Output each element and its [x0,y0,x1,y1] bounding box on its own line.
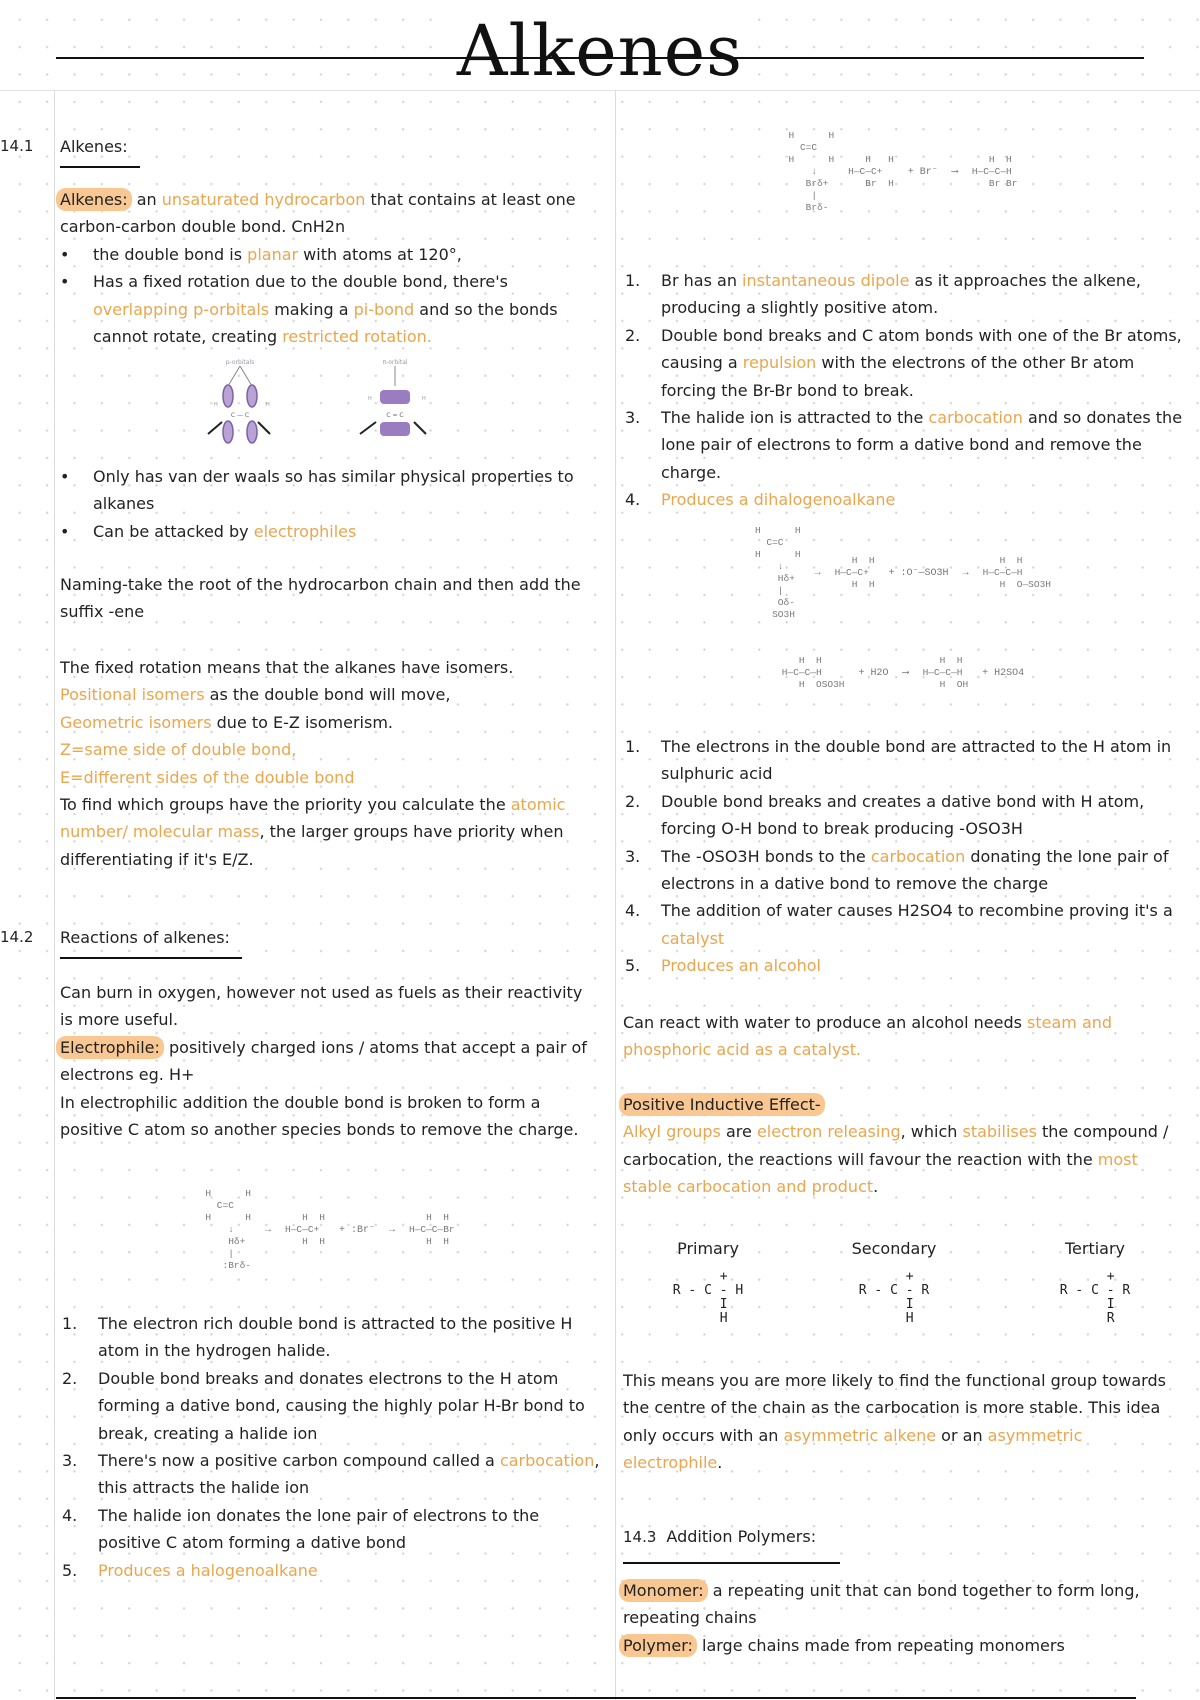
key-term: carbocation [870,846,966,866]
numbered-list [625,267,1185,514]
column-divider [615,90,616,1700]
paragraph [60,979,600,1143]
reaction-arrow: → [265,1224,272,1236]
structural-formula: H H H—C—C—H Br Br [971,154,1018,189]
list-item [625,486,1185,513]
text-segment: The fixed rotation means that the alkanes have isomers. [60,658,514,677]
reaction-mechanism-diagram [60,1188,600,1272]
paragraph [623,1577,1183,1659]
highlighted-term: Alkenes: [56,188,132,211]
key-term: restricted rotation. [282,327,432,347]
structural-formula: H H C=C H H ↓ Brδ+ | Brδ- [788,130,835,213]
section-heading [0,924,242,959]
key-term: Produces a halogenoalkane [98,1560,318,1580]
bullet-icon: • [60,245,70,264]
list-item [62,1447,602,1502]
key-term: Produces a dihalogenoalkane [661,490,896,510]
key-term: carbocation [928,408,1023,428]
section-heading [0,133,140,168]
list-item [60,241,600,268]
text-segment: and so the bonds cannot rotate, creating [93,299,558,347]
structural-formula: H H C=C H H ↓ Hδ+ | Oδ- SO3H [754,525,801,620]
section-number: 14.2 [0,928,34,946]
list-item [62,1310,602,1365]
text-segment: The electrons in the double bond are attracted to the H atom in sulphuric acid [661,737,1172,784]
title-underline [56,57,1144,59]
key-term: instantaneous dipole [742,271,910,290]
key-term: repulsion [742,353,817,373]
pi-orbital-label: π-orbital [382,359,408,366]
item-number: 1. [625,271,641,290]
list-item [625,404,1185,486]
text-segment: Only has van der waals so has similar physical properties to alkanes [93,467,574,514]
structural-formula: H H H—C—C+ Br H [848,154,894,189]
text-segment: large chains made from repeating monomers [696,1635,1065,1655]
text-segment: donating the lone pair of electrons in a dative bond to remove the charge [661,846,1169,894]
key-term: Produces an alcohol [661,956,821,976]
text-segment: Double bond breaks and creates a dative bond with H atom, forcing O-H bond to break producing -OSO3H [661,791,1145,839]
item-number: 2. [625,791,641,811]
text-segment: The halide ion is attracted to the [661,408,929,428]
p-orbitals-label: p-orbitals [225,359,255,366]
bottom-rule [56,1697,1136,1699]
key-term: Positional isomers [60,685,205,705]
reagent: + Br⁻ [907,167,938,178]
reaction-mechanism-diagram [623,655,1183,691]
text-segment: as it approaches the alkene, producing a slightly positive atom. [661,271,1141,318]
key-term: stabilises [962,1122,1037,1142]
list-item [625,322,1185,404]
reaction-mechanism-diagram [623,130,1183,214]
list-item [625,788,1185,843]
structural-formula: H H H—C—C—H H OH [922,655,969,690]
text-segment: as the double bond will move, [209,685,451,705]
pi-orbital-lower [380,422,410,436]
item-number: 5. [625,956,641,976]
structural-formula: H H H—C—C+ H H [834,555,875,590]
text-segment: the double bond is [93,245,248,264]
bullet-list [60,241,600,351]
hydrogen-label: H [214,402,218,408]
reagent: + :O⁻—SO3H [888,568,949,579]
text-segment: a repeating unit that can bond together to form long, repeating chains [623,1581,1140,1628]
carbocation-type [995,1235,1195,1326]
list-item [62,1557,602,1584]
reaction-arrow: → [962,567,969,579]
highlighted-term: Polymer: [619,1634,697,1657]
key-term: overlapping p-orbitals [93,299,270,319]
bullet-icon: • [60,272,70,292]
p-orbital-lobe [247,385,257,407]
carbocation-structure: + R - C - H I H [672,1269,744,1326]
text-segment: that contains at least one carbon-carbon double bond. CnH2n [60,190,576,237]
text-segment: making a [269,299,354,319]
carbocation-label: Tertiary [1064,1239,1126,1258]
text-segment: The addition of water causes H2SO4 to recombine proving it's a [661,901,1173,921]
reaction-arrow: ⟶ [902,668,909,679]
bond-wedge [208,422,222,434]
key-term: most stable carbocation and product [623,1149,1138,1197]
text-segment: , the larger groups have priority when differentiating if it's E/Z. [60,822,564,869]
bullet-icon: • [60,521,70,541]
paragraph [623,1367,1183,1477]
reaction-arrow: → [814,567,821,579]
paragraph [623,1091,1183,1201]
text-segment: The -OSO3H bonds to the [661,846,871,866]
item-number: 1. [625,737,641,756]
structural-formula: H H C=C H H ↓ Hδ+ | :Brδ- [205,1188,251,1271]
key-term: electron releasing [756,1122,901,1142]
item-number: 1. [62,1314,78,1333]
section-number: 14.1 [0,137,34,155]
text-segment: positively charged ions / atoms that accept a pair of electrons eg. H+ In electrophilic addition the double bond is broken to form a positive C atom so another species bonds to remove the charge. [60,1037,587,1140]
reaction-arrow: ⟶ [951,167,958,178]
double-bond-label: C = C [386,412,404,419]
text-segment: Double bond breaks and donates electrons to the H atom forming a dative bond, causing the highly polar H-Br bond to break, creating a halide ion [98,1368,585,1443]
text-segment: , which [900,1122,963,1142]
text-segment: . [873,1177,879,1197]
carbocation-type [794,1235,994,1326]
text-segment: Can react with water to produce an alcohol needs [623,1013,1028,1032]
left-margin-line [54,90,55,1700]
text-segment: The halide ion donates the lone pair of electrons to the positive C atom forming a dative bond [98,1505,540,1553]
section-number: 14.3 [623,1528,657,1546]
highlighted-term: Electrophile: [56,1036,164,1059]
paragraph [60,571,600,626]
list-item [62,1365,602,1447]
pointer-arrow [240,366,252,386]
list-item [60,518,600,545]
key-term: Alkyl groups [623,1122,721,1142]
text-segment: . [717,1453,723,1473]
key-term: pi-bond [353,299,415,319]
text-segment: Br has an [661,271,743,290]
text-segment: There's now a positive carbon compound called a [98,1451,500,1471]
reaction-arrow: → [388,1224,395,1236]
text-segment: To find which groups have the priority you calculate the [60,795,506,815]
text-segment: the compound / carbocation, the reactions will favour the reaction with the [623,1122,1169,1169]
hydrogen-label: H [422,396,426,402]
paragraph [623,1009,1183,1064]
section-title: Reactions of alkenes: [60,924,242,959]
carbocation-label: Primary [677,1239,739,1258]
text-segment: Can burn in oxygen, however not used as fuels as their reactivity is more useful. [60,983,583,1030]
text-segment: Naming-take the root of the hydrocarbon chain and then add the suffix -ene [60,575,581,622]
text-segment: with the electrons of the other Br atom forcing the Br-Br bond to break. [661,353,1135,400]
key-term: asymmetric electrophile [623,1425,1083,1473]
list-item [625,843,1185,898]
structural-formula: H H H—C—C+ H H [285,1212,325,1247]
page-title: Alkenes [0,6,1200,96]
text-segment: with atoms at 120°, [298,245,462,264]
bullet-icon: • [60,467,70,486]
list-item [625,733,1185,788]
item-number: 2. [62,1368,78,1388]
text-segment: or an [936,1425,988,1445]
structural-formula: H H H—C—C—H H O—SO3H [982,555,1051,590]
carbocation-type [608,1235,808,1326]
text-segment: Has a fixed rotation due to the double bond, there's [93,272,508,292]
item-number: 4. [62,1505,78,1525]
key-term: asymmetric alkene [783,1425,937,1445]
paragraph [60,654,600,873]
structural-formula: H H H—C—C—H H OSO3H [781,655,845,690]
bond-wedge [360,422,376,434]
item-number: 3. [62,1451,78,1471]
key-term: carbocation [499,1451,595,1471]
bond-wedge [258,422,270,434]
text-segment: This means you are more likely to find the functional group towards the centre of the chain as the carbocation is more stable. This idea only occurs with an [623,1371,1166,1445]
key-term: unsaturated hydrocarbon [161,190,366,209]
p-orbital-lobe [223,421,233,443]
carbocation-label: Secondary [851,1239,937,1258]
carbocation-structure: + R - C - R I R [1059,1269,1131,1326]
item-number: 5. [62,1560,78,1580]
key-term: atomic number/ molecular mass [60,795,566,842]
key-term: planar [247,245,299,264]
numbered-list [625,733,1185,980]
orbital-overlap-diagram [200,356,500,456]
text-segment: The electron rich double bond is attracted to the positive H atom in the hydrogen halide. [98,1314,573,1361]
reagent: + :Br⁻ [338,1225,375,1236]
section-title: Addition Polymers: [666,1527,817,1546]
text-segment: and so donates the lone pair of electrons to form a dative bond and remove the charge. [661,408,1183,482]
p-orbital-lobe [247,421,257,443]
paragraph [60,186,600,241]
pi-orbital-upper [380,390,410,404]
text-segment: are [720,1122,757,1142]
carbocation-structure: + R - C - R I H [858,1269,930,1326]
text-segment: Can be attacked by [93,521,254,541]
key-term: steam and phosphoric acid as a catalyst. [623,1013,1113,1060]
key-term: catalyst [661,928,725,948]
highlighted-term: Positive Inductive Effect- [619,1093,825,1116]
text-segment: an [131,190,162,209]
item-number: 3. [625,846,641,866]
item-number: 4. [625,901,641,921]
key-term: electrophiles [253,521,357,541]
bond-wedge [414,422,426,434]
single-bond-label: C — C [230,412,250,419]
reaction-mechanism-diagram [623,525,1183,621]
list-item [625,897,1185,952]
hydrogen-label: H [368,396,372,402]
pointer-arrow [228,366,240,386]
header-divider [0,90,1200,91]
text-segment: Double bond breaks and C atom bonds with one of the Br atoms, causing a [661,325,1182,373]
section-heading [623,1523,840,1564]
structural-formula: H H H—C—C—Br H H [408,1212,455,1247]
text-segment: due to E-Z isomerism. [216,712,393,732]
item-number: 4. [625,490,641,510]
list-item [625,267,1185,322]
bullet-list [60,463,600,545]
reagent: + H2SO4 [982,667,1025,679]
highlighted-term: Monomer: [619,1579,708,1602]
list-item [60,268,600,350]
list-item [62,1502,602,1557]
item-number: 3. [625,408,641,428]
section-title: Alkenes: [60,133,140,168]
reagent: + H2O [858,667,889,679]
item-number: 2. [625,325,641,345]
numbered-list [62,1310,602,1584]
key-term: Z=same side of double bond, E=different sides of the double bond [60,740,355,787]
text-segment: , this attracts the halide ion [98,1451,600,1498]
hydrogen-label: H [266,402,270,408]
list-item [60,463,600,518]
key-term: Geometric isomers [60,712,212,732]
list-item [625,952,1185,979]
p-orbital-lobe [223,385,233,407]
